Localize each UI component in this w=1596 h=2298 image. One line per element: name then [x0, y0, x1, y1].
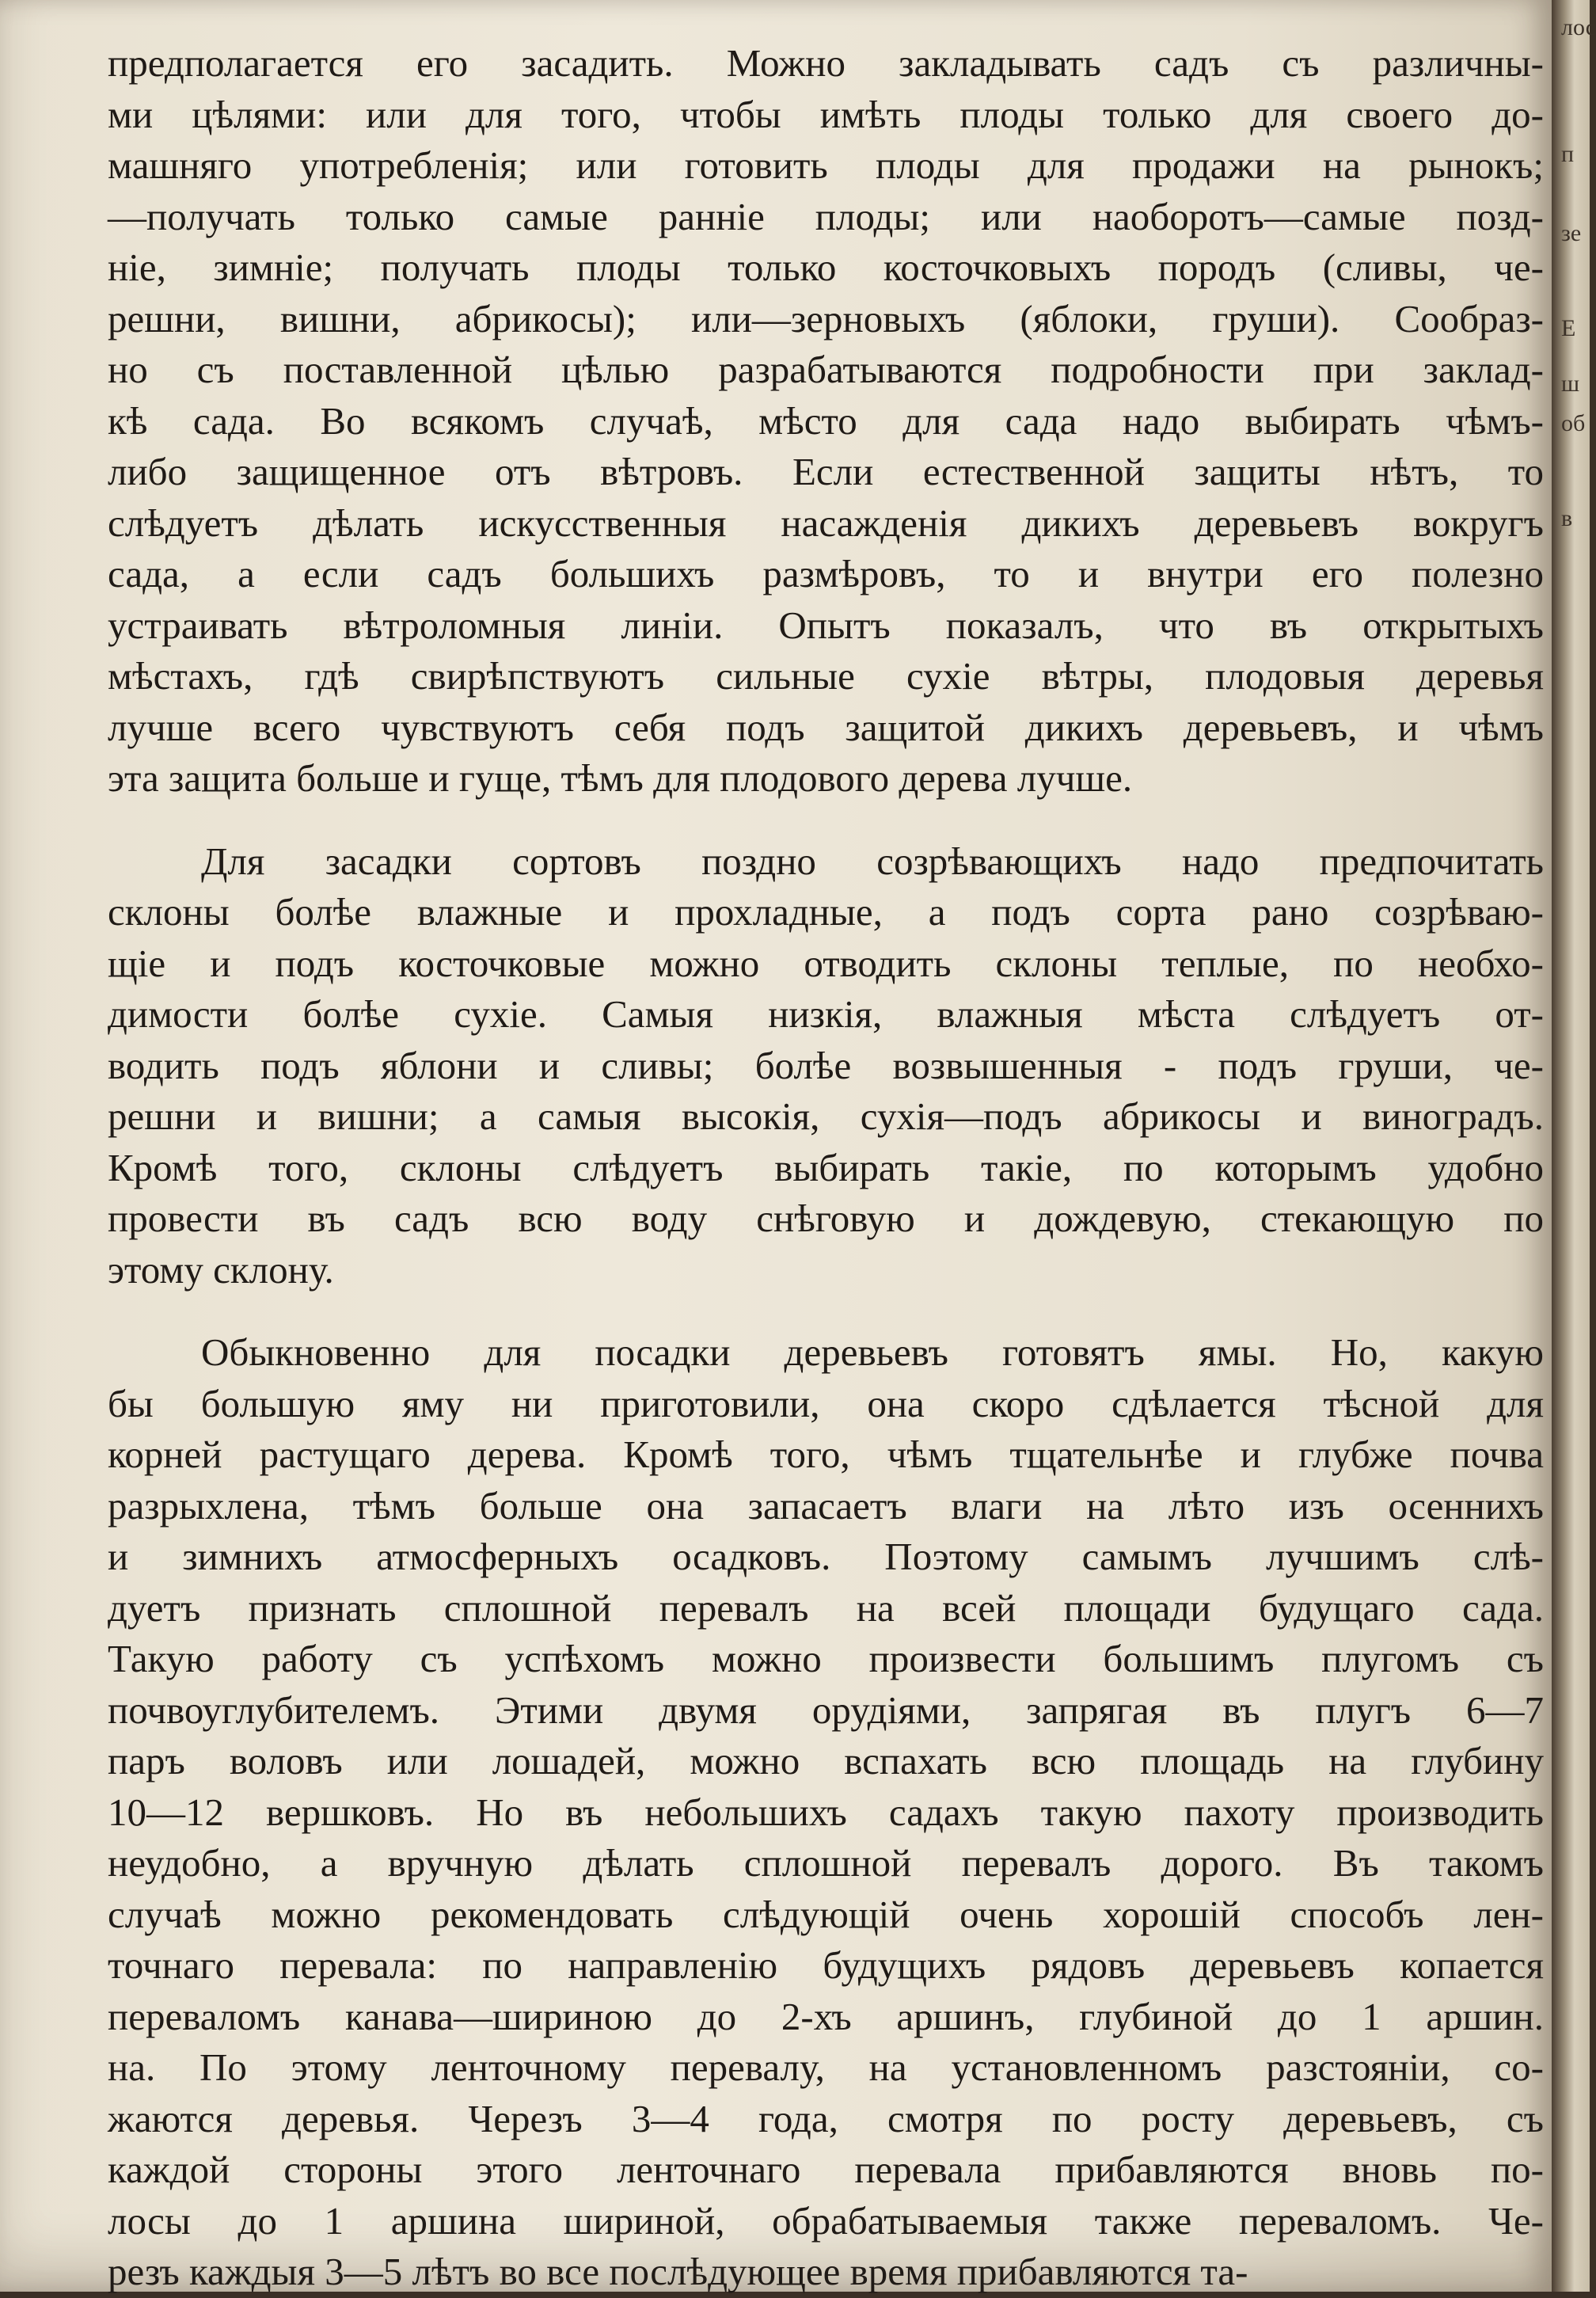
- text-line: устраивать вѣтроломныя линіи. Опытъ показалъ, что въ открытыхъ: [108, 603, 1544, 647]
- paragraph-gap: [108, 1295, 1544, 1327]
- text-line: предполагается его засадить. Можно закладывать садъ съ различны-: [108, 41, 1544, 85]
- text-line: ніе, зимніе; получать плоды только косточковыхъ породъ (сливы, че-: [108, 245, 1544, 289]
- text-line: Кромѣ того, склоны слѣдуетъ выбирать такіе, по которымъ удобно: [108, 1145, 1544, 1189]
- text-line: сада, а если садъ большихъ размѣровъ, то и внутри его полезно: [108, 552, 1544, 595]
- paragraph: [108, 1327, 1544, 2298]
- text-line: щіе и подъ косточковые можно отводить склоны теплые, по необхо-: [108, 941, 1544, 985]
- text-line: Такую работу съ успѣхомъ можно произвести большимъ плугомъ съ: [108, 1637, 1544, 1680]
- text-line: водить подъ яблони и сливы; болѣе возвышенныя - подъ груши, че-: [108, 1043, 1544, 1087]
- text-line: резъ каждыя 3—5 лѣтъ во все послѣдующее время прибавляются та-: [108, 2250, 1248, 2293]
- text-line: и зимнихъ атмосферныхъ осадковъ. Поэтому самымъ лучшимъ слѣ-: [108, 1535, 1544, 1578]
- text-line: машняго употребленія; или готовить плоды для продажи на рынокъ;: [108, 143, 1544, 187]
- text-line: паръ воловъ или лошадей, можно вспахать всю площадь на глубину: [108, 1739, 1544, 1782]
- edge-text-fragment: об: [1561, 410, 1586, 436]
- paragraph: [108, 836, 1544, 1296]
- text-line: на. По этому ленточному перевалу, на установленномъ разстояніи, со-: [108, 2045, 1544, 2089]
- text-line: корней растущаго дерева. Кромѣ того, чѣмъ тщательнѣе и глубже почва: [108, 1432, 1544, 1476]
- page-body: [108, 38, 1544, 2298]
- next-page-edge: [1552, 0, 1596, 2292]
- text-line: переваломъ канава—шириною до 2-хъ аршинъ, глубиной до 1 аршин.: [108, 1994, 1544, 2038]
- text-line: неудобно, а вручную дѣлать сплошной перевалъ дорого. Въ такомъ: [108, 1841, 1544, 1885]
- text-line: димости болѣе сухіе. Самыя низкія, влажныя мѣста слѣдуетъ от-: [108, 992, 1544, 1036]
- edge-text-fragment: Е: [1561, 315, 1576, 341]
- paragraph-gap: [108, 805, 1544, 836]
- text-line: кѣ сада. Во всякомъ случаѣ, мѣсто для сада надо выбирать чѣмъ-: [108, 398, 1544, 443]
- text-line: —получать только самые ранніе плоды; или наоборотъ—самые позд-: [108, 194, 1544, 238]
- edge-text-fragment: в: [1561, 505, 1573, 531]
- text-line: точнаго перевала: по направленію будущихъ рядовъ деревьевъ копается: [108, 1943, 1544, 1987]
- text-line: провести въ садъ всю воду снѣговую и дождевую, стекающую по: [108, 1197, 1544, 1240]
- text-line: лучше всего чувствуютъ себя подъ защитой дикихъ деревьевъ, и чѣмъ: [108, 705, 1544, 749]
- text-line: но съ поставленной цѣлью разрабатываются подробности при заклад-: [108, 348, 1544, 391]
- text-line: дуетъ признать сплошной перевалъ на всей площади будущаго сада.: [108, 1585, 1544, 1630]
- edge-text-fragment: п: [1561, 141, 1575, 167]
- paragraph: [108, 38, 1544, 805]
- text-line: ми цѣлями: или для того, чтобы имѣть плоды только для своего до-: [108, 92, 1544, 136]
- text-line: 10—12 вершковъ. Но въ небольшихъ садахъ такую пахоту производить: [108, 1790, 1544, 1834]
- text-line: эта защита больше и гуще, тѣмъ для плодового дерева лучше.: [108, 756, 1133, 800]
- text-line: разрыхлена, тѣмъ больше она запасаетъ влаги на лѣто изъ осеннихъ: [108, 1483, 1544, 1528]
- text-line: Обыкновенно для посадки деревьевъ готовятъ ямы. Но, какую: [201, 1330, 1544, 1374]
- text-line: решни и вишни; а самыя высокія, сухія—подъ абрикосы и виноградъ.: [108, 1094, 1544, 1138]
- text-line: почвоуглубителемъ. Этими двумя орудіями, запрягая въ плугъ 6—7: [108, 1687, 1544, 1732]
- edge-text-fragment: лос: [1561, 14, 1596, 40]
- text-line: либо защищенное отъ вѣтровъ. Если естественной защиты нѣтъ, то: [108, 450, 1544, 493]
- text-line: решни, вишни, абрикосы); или—зерновыхъ (яблоки, груши). Сообраз-: [108, 296, 1544, 341]
- text-line: случаѣ можно рекомендовать слѣдующій очень хорошій способъ лен-: [108, 1892, 1544, 1936]
- edge-text-fragment: зе: [1561, 220, 1582, 246]
- text-line: слѣдуетъ дѣлать искусственныя насажденія дикихъ деревьевъ вокругъ: [108, 500, 1544, 545]
- text-line: каждой стороны этого ленточнаго перевала прибавляются вновь по-: [108, 2148, 1544, 2191]
- text-line: жаются деревья. Черезъ 3—4 года, смотря по росту деревьевъ, съ: [108, 2096, 1544, 2140]
- text-line: Для засадки сортовъ поздно созрѣвающихъ надо предпочитать: [201, 839, 1544, 883]
- text-line: бы большую яму ни приготовили, она скоро сдѣлается тѣсной для: [108, 1381, 1544, 1425]
- text-line: этому склону.: [108, 1247, 334, 1292]
- text-line: мѣстахъ, гдѣ свирѣпствуютъ сильные сухіе вѣтры, плодовыя деревья: [108, 654, 1544, 698]
- edge-text-fragment: ш: [1561, 371, 1580, 397]
- text-line: лосы до 1 аршина шириной, обрабатываемыя также переваломъ. Че-: [108, 2198, 1544, 2243]
- text-line: склоны болѣе влажные и прохладные, а подъ сорта рано созрѣваю-: [108, 890, 1544, 934]
